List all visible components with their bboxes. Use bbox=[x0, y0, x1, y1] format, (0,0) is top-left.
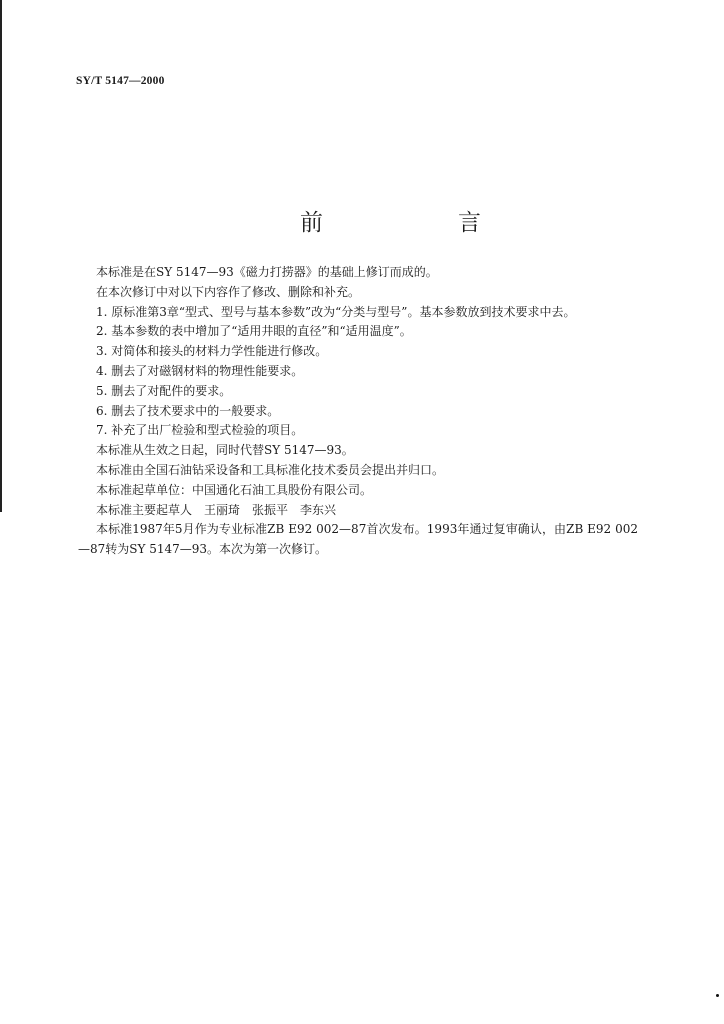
paragraph: 本标准从生效之日起，同时代替SY 5147—93。 bbox=[96, 443, 354, 458]
foreword-body bbox=[78, 263, 638, 560]
paragraph: 本标准起草单位：中国通化石油工具股份有限公司。 bbox=[96, 482, 373, 497]
list-item: 5. 删去了对配件的要求。 bbox=[96, 383, 232, 398]
list-item: 4. 删去了对磁钢材料的物理性能要求。 bbox=[96, 363, 304, 378]
list-item: 6. 删去了技术要求中的一般要求。 bbox=[96, 403, 280, 418]
paragraph: 本标准1987年5月作为专业标准ZB E92 002—87首次发布。1993年通过复审确认，由ZB E92 002—87转为SY 5147—93。本次为第一次修订。 bbox=[78, 522, 638, 557]
page-title: 前 言 bbox=[300, 210, 537, 236]
scan-speck bbox=[716, 994, 719, 997]
list-item: 3. 对简体和接头的材料力学性能进行修改。 bbox=[96, 344, 328, 359]
page-edge-line bbox=[0, 0, 2, 512]
standard-code: SY/T 5147—2000 bbox=[76, 75, 165, 87]
paragraph: 本标准是在SY 5147—93《磁力打捞器》的基础上修订而成的。 bbox=[96, 265, 438, 279]
paragraph: 在本次修订中对以下内容作了修改、删除和补充。 bbox=[96, 284, 361, 299]
list-item: 7. 补充了出厂检验和型式检验的项目。 bbox=[96, 423, 304, 438]
drafters-line: 本标准主要起草人 王丽琦 张振平 李东兴 bbox=[96, 502, 337, 517]
paragraph: 本标准由全国石油钻采设备和工具标准化技术委员会提出并归口。 bbox=[96, 462, 445, 477]
list-item: 1. 原标准第3章“型式、型号与基本参数”改为“分类与型号”。基本参数放到技术要求中去。 bbox=[96, 304, 576, 319]
list-item: 2. 基本参数的表中增加了“适用井眼的直径”和“适用温度”。 bbox=[96, 324, 412, 339]
